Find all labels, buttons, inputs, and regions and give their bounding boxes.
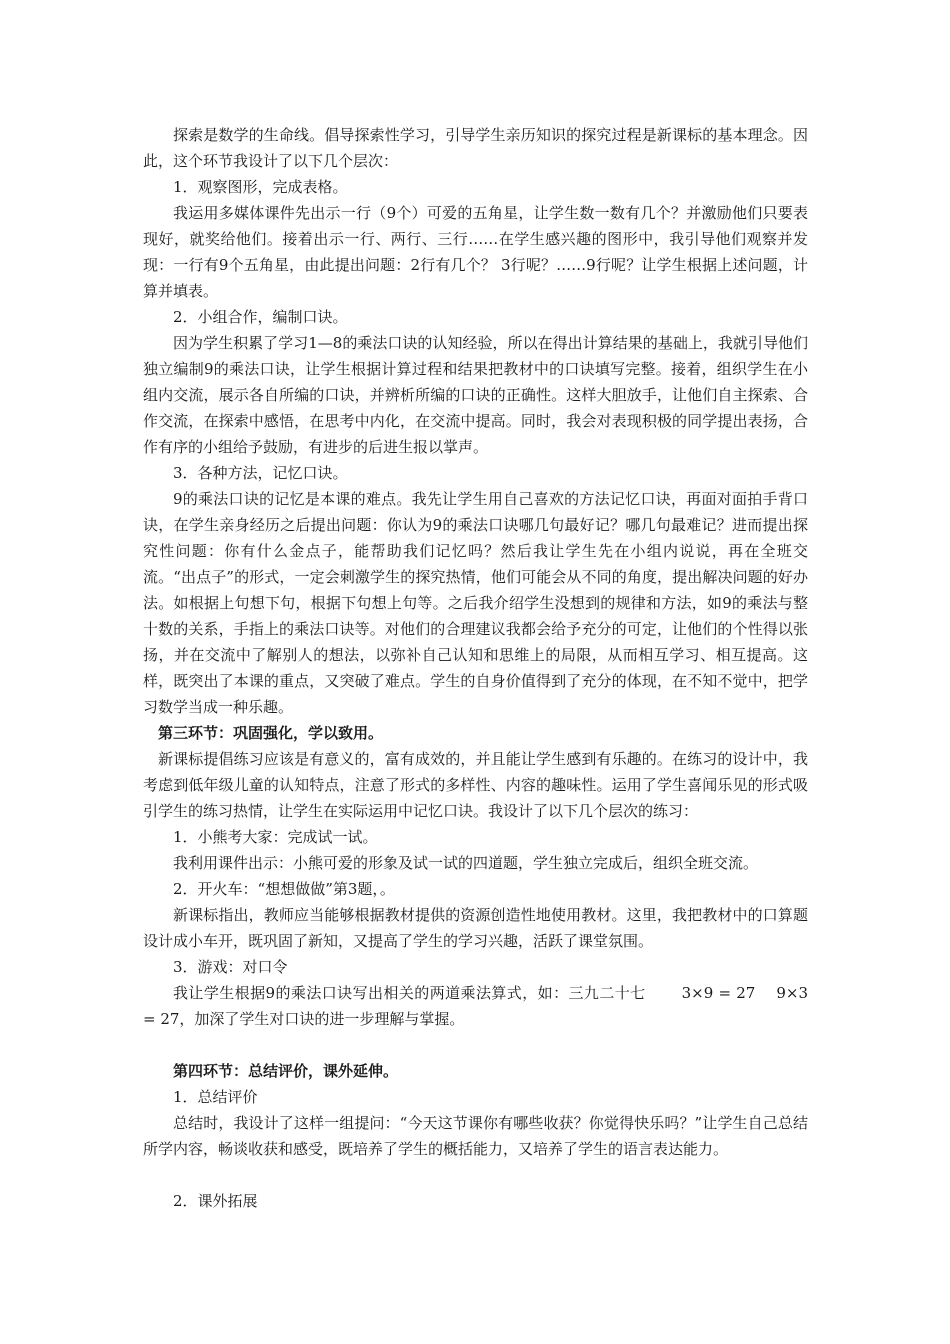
paragraph-memorize: 9的乘法口诀的记忆是本课的难点。我先让学生用自己喜欢的方法记忆口诀，再面对面拍手背口诀，在学生亲身经历之后提出问题：你认为9的乘法口诀哪几句最好记？哪几句最难记？进而提出探究性问题：你有什么金点子，能帮助我们记忆吗？然后我让学生先在小组内说说，再在全班交流。“出点子”的形式，一定会刺激学生的探究热情，他们可能会从不同的角度，提出解决问题的好办法。如根据上句想下句，根据下句想上句等。之后我介绍学生没想到的规律和方法，如9的乘法与整十数的关系，手指上的乘法口诀等。对他们的合理建议我都会给予充分的可定，让他们的个性得以张扬，并在交流中了解别人的想法，以弥补自己认知和思维上的局限，从而相互学习、相互提高。这样，既突出了本课的重点，又突破了难点。学生的自身价值得到了充分的体现，在不知不觉中，把学习数学当成一种乐趣。 <box>143 490 808 716</box>
blank-line <box>143 1032 808 1058</box>
paragraph-practice: 新课标提倡练习应该是有意义的，富有成效的，并且能让学生感到有乐趣的。在练习的设计中，我考虑到低年级儿童的认知特点，注意了形式的多样性、内容的趣味性。运用了学生喜闻乐见的形式吸引学生的练习热情，让学生在实际运用中记忆口诀。我设计了以下几个层次的练习： <box>143 750 808 820</box>
list-item-observe: 1．观察图形，完成表格。 <box>173 178 348 196</box>
section-heading-4: 第四环节：总结评价，课外延伸。 <box>173 1062 399 1080</box>
paragraph-game: 我让学生根据9的乘法口诀写出相关的两道乘法算式，如：三九二十七 3×9 = 27 9×3 = 27，加深了学生对口诀的进一步理解与掌握。 <box>143 984 808 1028</box>
blank-line <box>143 1162 808 1188</box>
document-body <box>143 122 808 1214</box>
paragraph-group: 因为学生积累了学习1—8的乘法口诀的认知经验，所以在得出计算结果的基础上，我就引导他们独立编制9的乘法口诀，让学生根据计算过程和结果把教材中的口诀填写完整。接着，组织学生在小组内交流，展示各自所编的口诀，并辨析所编的口诀的正确性。这样大胆放手，让他们自主探索、合作交流，在探索中感悟，在思考中内化，在交流中提高。同时，我会对表现积极的同学提出表扬，合作有序的小组给予鼓励，有进步的后进生报以掌声。 <box>143 334 808 456</box>
paragraph-observe: 我运用多媒体课件先出示一行（9个）可爱的五角星，让学生数一数有几个？并激励他们只要表现好，就奖给他们。接着出示一行、两行、三行……在学生感兴趣的图形中，我引导他们观察并发现：一行有9个五角星，由此提出问题：2行有几个？ 3行呢？……9行呢？让学生根据上述问题，计算并填表。 <box>143 204 808 300</box>
list-item-extension: 2．课外拓展 <box>173 1192 258 1210</box>
list-item-game: 3．游戏：对口令 <box>173 958 288 976</box>
section-heading-3: 第三环节：巩固强化，学以致用。 <box>158 724 384 742</box>
list-item-train: 2．开火车：“想想做做”第3题，。 <box>173 880 395 898</box>
paragraph-intro: 探索是数学的生命线。倡导探索性学习，引导学生亲历知识的探究过程是新课标的基本理念。因此，这个环节我设计了以下几个层次： <box>143 126 808 170</box>
list-item-summary: 1．总结评价 <box>173 1088 258 1106</box>
list-item-memorize: 3．各种方法，记忆口诀。 <box>173 464 348 482</box>
paragraph-summary: 总结时，我设计了这样一组提问：“今天这节课你有哪些收获？你觉得快乐吗？”让学生自己总结所学内容，畅谈收获和感受，既培养了学生的概括能力，又培养了学生的语言表达能力。 <box>143 1114 808 1158</box>
paragraph-train: 新课标指出，教师应当能够根据教材提供的资源创造性地使用教材。这里，我把教材中的口算题设计成小车开，既巩固了新知，又提高了学生的学习兴趣，活跃了课堂氛围。 <box>143 906 808 950</box>
paragraph-bear: 我利用课件出示：小熊可爱的形象及试一试的四道题，学生独立完成后，组织全班交流。 <box>173 854 759 872</box>
list-item-bear: 1．小熊考大家：完成试一试。 <box>173 828 378 846</box>
list-item-group: 2．小组合作，编制口诀。 <box>173 308 348 326</box>
